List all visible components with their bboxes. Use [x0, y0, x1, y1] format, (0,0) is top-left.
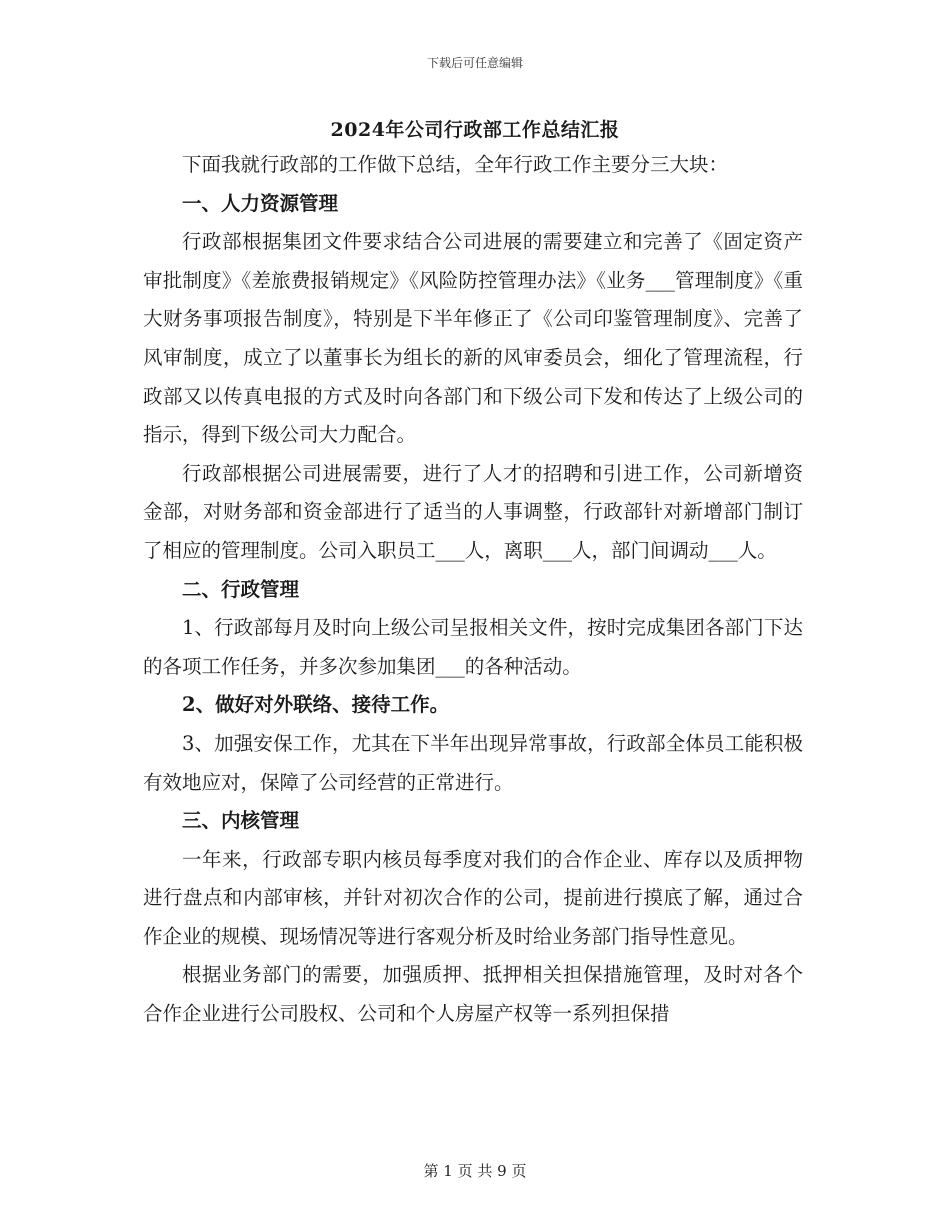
intro-paragraph: 下面我就行政部的工作做下总结，全年行政工作主要分三大块： [182, 153, 729, 176]
admin-item-3: 3、加强安保工作，尤其在下半年出现异常事故，行政部全体员工能积极有效地应对，保障了公司经营的正常进行。 [143, 731, 803, 794]
section-heading-audit: 三、内核管理 [182, 809, 300, 833]
section-heading-hr: 一、人力资源管理 [182, 191, 339, 215]
hr-paragraph-2: 行政部根据公司进展需要，进行了人才的招聘和引进工作，公司新增资金部，对财务部和资金部进行了适当的人事调整，行政部针对新增部门制订了相应的管理制度。公司入职员工___人，离职___人，部门间调动___人。 [143, 461, 803, 562]
audit-paragraph-1: 一年来，行政部专职内核员每季度对我们的合作企业、库存以及质押物进行盘点和内部审核，并针对初次合作的公司，提前进行摸底了解，通过合作企业的规模、现场情况等进行客观分析及时给业务部门指导性意见。 [143, 847, 803, 948]
page-header: 下载后可任意编辑 [426, 56, 523, 70]
section-heading-admin: 二、行政管理 [182, 577, 300, 601]
page-footer: 第 1 页 共 9 页 [423, 1162, 527, 1180]
audit-paragraph-2: 根据业务部门的需要，加强质押、抵押相关担保措施管理，及时对各个合作企业进行公司股权、公司和个人房屋产权等一系列担保措 [143, 963, 803, 1026]
admin-item-2: 2、做好对外联络、接待工作。 [182, 693, 450, 717]
document-body [143, 146, 803, 1034]
admin-item-1: 1、行政部每月及时向上级公司呈报相关文件，按时完成集团各部门下达的各项工作任务，并多次参加集团___的各种活动。 [143, 616, 803, 678]
document-title: 2024年公司行政部工作总结汇报 [330, 119, 620, 141]
hr-paragraph-1: 行政部根据集团文件要求结合公司进展的需要建立和完善了《固定资产审批制度》《差旅费报销规定》《风险防控管理办法》《业务___管理制度》《重大财务事项报告制度》，特别是下半年修正了《公司印鉴管理制度》、完善了风审制度，成立了以董事长为组长的新的风审委员会，细化了管理流程，行政部又以传真电报的方式及时向各部门和下级公司下发和传达了上级公司的指示，得到下级公司大力配合。 [143, 230, 803, 447]
